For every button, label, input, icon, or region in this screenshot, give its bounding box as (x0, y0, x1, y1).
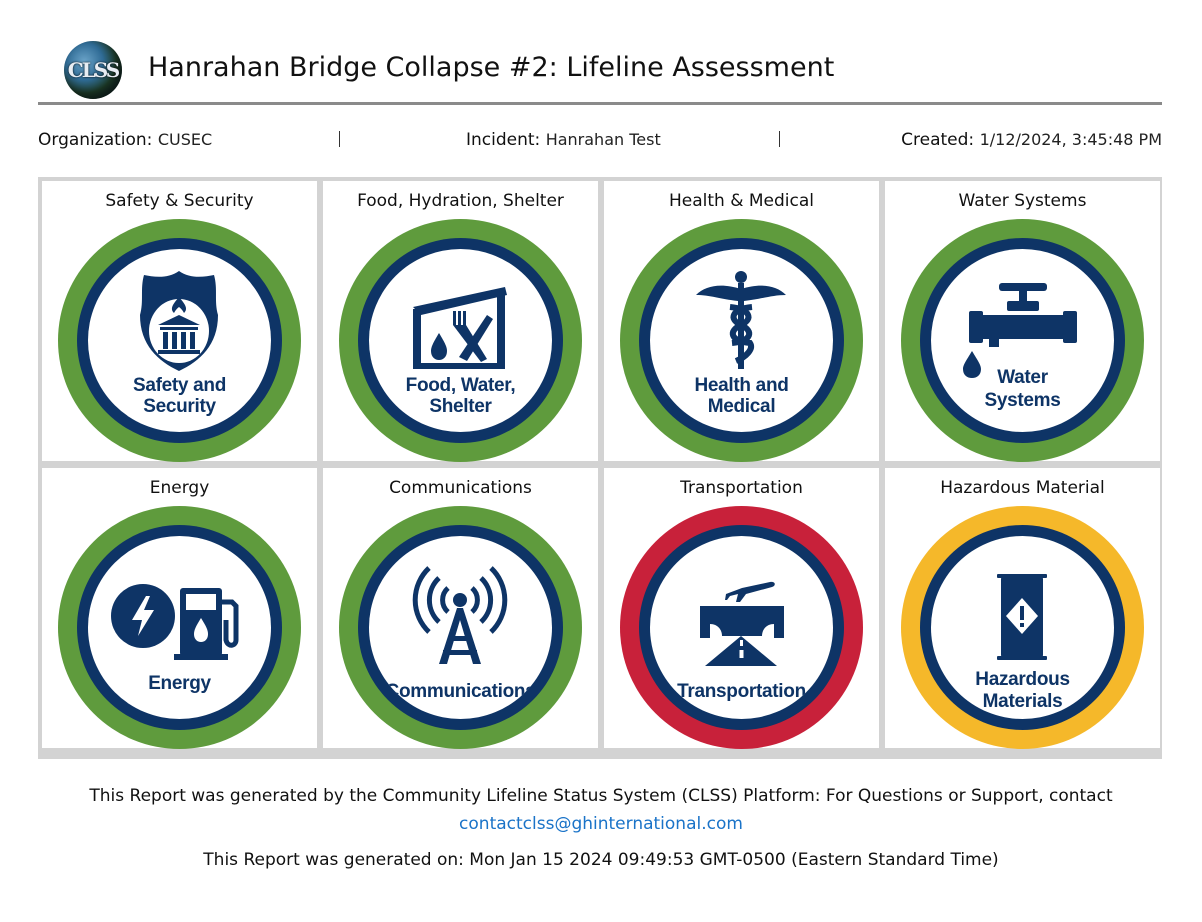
organization-field (38, 130, 212, 150)
badge-label-line1: Hazardous (975, 669, 1070, 690)
badge-label-line1: Communications (385, 681, 536, 702)
organization-value: CUSEC (157, 130, 213, 149)
badge-label-line2: Medical (707, 396, 776, 417)
lifeline-caption: Communications (389, 478, 532, 498)
status-badge (339, 506, 582, 749)
lifeline-tile-transportation (604, 468, 879, 748)
footer-note: This Report was generated by the Community Lifeline Status System (CLSS) Platform: For Questions or Support, contact (89, 786, 1113, 806)
incident-field (466, 130, 661, 150)
lifeline-tile-food-hydration-shelter (323, 181, 598, 461)
lifeline-caption: Energy (149, 478, 210, 498)
badge-label-line2: Shelter (429, 396, 492, 417)
lifeline-grid (38, 177, 1162, 759)
organization-label: Organization: (38, 130, 153, 150)
badge-label-line1: Water (997, 367, 1048, 388)
badge-label-line2: Security (143, 396, 216, 417)
divider (339, 131, 340, 147)
badge-label-line2: Systems (984, 390, 1061, 411)
incident-label: Incident: (466, 130, 541, 150)
badge-label-line2: Materials (982, 691, 1063, 712)
created-value: 1/12/2024, 3:45:48 PM (979, 130, 1162, 149)
status-badge (58, 506, 301, 749)
lifeline-tile-health-medical (604, 181, 879, 461)
status-badge (339, 219, 582, 462)
lifeline-tile-water-systems (885, 181, 1160, 461)
lifeline-caption: Transportation (680, 478, 803, 498)
created-label: Created: (901, 130, 975, 150)
report-title: Hanrahan Bridge Collapse #2: Lifeline Assessment (148, 52, 835, 83)
status-badge (901, 506, 1144, 749)
badge-label-line1: Energy (148, 673, 211, 694)
generated-timestamp: This Report was generated on: Mon Jan 15 2024 09:49:53 GMT-0500 (Eastern Standard Time) (203, 850, 999, 870)
badge-label-line1: Health and (694, 375, 789, 396)
badge-label-line1: Safety and (132, 375, 227, 396)
lifeline-caption: Health & Medical (668, 191, 814, 211)
support-email-link[interactable]: contactclss@ghinternational.com (459, 814, 743, 834)
badge-label-line1: Food, Water, (405, 375, 516, 396)
status-badge (901, 219, 1144, 462)
lifeline-tile-communications (323, 468, 598, 748)
badge-label-line1: Transportation (677, 681, 806, 702)
status-badge (620, 506, 863, 749)
divider (779, 131, 780, 147)
incident-value: Hanrahan Test (545, 130, 661, 149)
lifeline-tile-safety-security (42, 181, 317, 461)
status-badge (620, 219, 863, 462)
lifeline-caption: Hazardous Material (940, 478, 1105, 498)
lifeline-tile-hazardous-material (885, 468, 1160, 748)
footer-email-wrap (0, 814, 1202, 834)
created-field (901, 130, 1162, 150)
clss-logo: CLSS (64, 41, 122, 99)
lifeline-tile-energy (42, 468, 317, 748)
lifeline-caption: Food, Hydration, Shelter (357, 191, 564, 211)
report-header (38, 38, 1162, 105)
lifeline-caption: Safety & Security (105, 191, 254, 211)
status-badge (58, 219, 301, 462)
lifeline-caption: Water Systems (958, 191, 1087, 211)
